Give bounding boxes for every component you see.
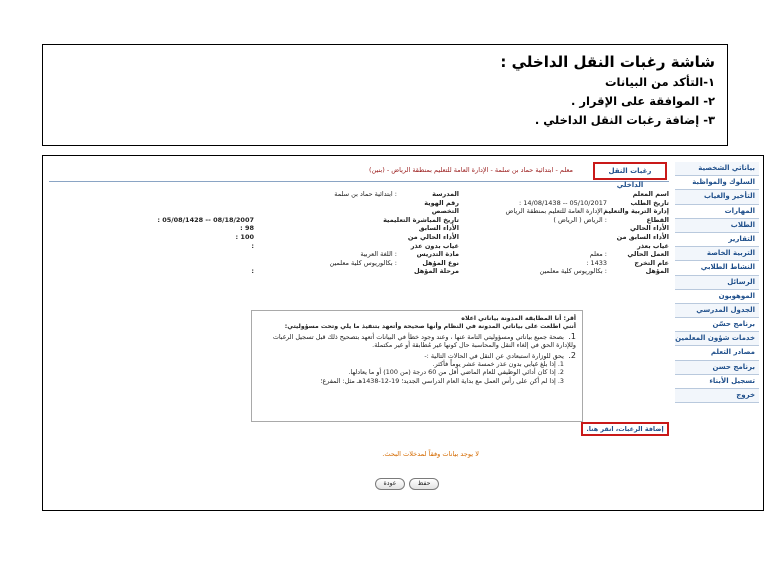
info-label: غياب بعذر [637, 241, 669, 250]
sidebar-item-personal[interactable]: بياناتي الشخصية [675, 162, 759, 176]
declaration-item [258, 352, 576, 360]
declaration-subitem [258, 377, 564, 385]
info-label: المدرسة [432, 190, 459, 198]
sidebar-item-gifted[interactable]: الموهوبون [675, 290, 759, 304]
info-row [464, 267, 669, 276]
info-label: القطاع [646, 215, 669, 224]
info-value: : الإدارة العامة للتعليم بمنطقة الرياض [505, 207, 607, 216]
info-label: مادة التدريس [416, 250, 459, 259]
info-label: رقم الهوية [424, 198, 459, 207]
info-column [49, 190, 254, 276]
info-row [464, 250, 669, 259]
instructions-content [500, 51, 715, 130]
sidebar-item-hassan-program[interactable]: برنامج حسّن [675, 318, 759, 332]
info-value: : اللغة العربية [360, 250, 397, 259]
sidebar-item-teacher-affairs[interactable]: خدمات شؤون المعلمين [675, 332, 759, 346]
info-label: غياب بدون عذر [410, 241, 459, 250]
info-label: الأداء السابق [418, 224, 459, 233]
info-row [49, 233, 254, 242]
sidebar-item-reports[interactable]: التقارير [675, 233, 759, 247]
info-row [49, 250, 254, 259]
info-value: 98 : [240, 224, 254, 233]
item-number: 2. [568, 350, 576, 360]
info-column [254, 190, 459, 276]
item-number: 1. [568, 332, 576, 341]
sidebar-item-messages[interactable]: الرسائل [675, 276, 759, 290]
item-text: بصحة جميع بياناتي ومسؤوليتي التامة عنها ، وعند وجود خطأ في البيانات أتعهد بتصحيح ذلك قبل تسجيل الرغبات وللإدارة الحق في إلغاء النقل والمحاسبة حال كونها غير مُطابقة أو غير مكتملة. [272, 333, 576, 350]
subitem-number: 3. [557, 376, 564, 385]
declaration-box [251, 310, 583, 422]
info-value [49, 259, 254, 268]
sidebar-item-students[interactable]: الطلاب [675, 219, 759, 233]
subitem-text: إذا بلغ غيابي بدون عذر خمسة عشر يوماً فأكثر. [432, 360, 556, 369]
save-button[interactable]: حفظ [409, 478, 439, 490]
app-screenshot [42, 155, 764, 511]
info-row [49, 242, 254, 251]
tab-bar [49, 160, 669, 189]
info-row [49, 199, 254, 208]
info-label: الأداء الحالي من [407, 232, 459, 241]
sidebar [675, 162, 759, 403]
sidebar-item-student-activity[interactable]: النشاط الطلابي [675, 261, 759, 275]
info-value [254, 233, 397, 242]
info-row [49, 267, 254, 276]
info-value [254, 199, 397, 208]
info-column [464, 190, 669, 276]
instruction-step: ٣- إضافة رغبات النقل الداخلي . [534, 113, 715, 127]
info-label: اسم المعلم [632, 190, 669, 198]
info-value [49, 190, 254, 199]
info-row [254, 250, 459, 259]
instructions-box [42, 44, 728, 146]
info-label: مرحلة المؤهل [413, 267, 459, 276]
sidebar-item-behavior[interactable]: السلوك والمواظبة [675, 176, 759, 190]
info-value: : بكالوريوس كلية معلمين [329, 258, 397, 267]
info-row [464, 233, 669, 242]
info-row [49, 224, 254, 233]
subitem-number: 1. [557, 360, 564, 369]
info-label: العمل الحالي [627, 250, 669, 259]
sidebar-item-schedule[interactable]: الجدول المدرسي [675, 304, 759, 318]
info-row [464, 259, 669, 268]
info-label: تاريخ الطلب [630, 198, 669, 207]
info-row [254, 199, 459, 208]
add-preferences-link[interactable]: إضافة الرغبات، انقر هنا. [581, 422, 669, 436]
info-value [254, 242, 397, 251]
info-row [464, 207, 669, 216]
info-label: نوع المؤهل [422, 258, 459, 267]
instruction-step: ١-التأكد من البيانات [604, 75, 715, 89]
info-value [49, 250, 254, 259]
item-text: يحق للوزارة استبعادي عن النقل في الحالات التالية :- [424, 351, 564, 360]
info-row [254, 259, 459, 268]
info-row [49, 259, 254, 268]
info-value [464, 233, 607, 242]
sidebar-item-logout[interactable]: خروج [675, 389, 759, 403]
info-row [49, 190, 254, 199]
back-button[interactable]: عودة [375, 478, 405, 490]
info-label: عام التخرج [634, 258, 669, 267]
info-value: : [251, 241, 254, 250]
info-value: : بكالوريوس كلية معلمين [539, 267, 607, 276]
info-value [49, 207, 254, 216]
info-value [254, 267, 397, 276]
info-row [464, 199, 669, 208]
info-label: المؤهل [645, 267, 669, 276]
info-value [464, 242, 607, 251]
main-content [49, 160, 669, 504]
teacher-info [49, 190, 669, 290]
info-value: 05/10/2017 -- 14/08/1438 : [518, 198, 607, 207]
declaration-line: أقر: أنا المطابقة المدونة بياناتي اعلاه [461, 315, 576, 322]
sidebar-item-skills[interactable]: المهارات [675, 205, 759, 219]
sidebar-item-special-education[interactable]: التربية الخاصة [675, 247, 759, 261]
info-row [464, 190, 669, 199]
subitem-text: إذا كان أدائي الوظيفي للعام الماضي أقل من 60 درجة (من 100) أو ما يعادلها. [348, 368, 556, 377]
declaration-item [258, 333, 576, 350]
info-value: 1433 : [586, 258, 607, 267]
info-value: 100 : [235, 232, 254, 241]
declaration-line: أنني اطلعت على بياناتي المدونة في النظام وأنها صحيحة وأتعهد بتنفيذ ما يلي وتحت مسؤوليتي: [284, 323, 576, 330]
info-row [254, 207, 459, 216]
info-row [254, 233, 459, 242]
info-label: تاريخ المباشرة التعليمية [383, 215, 459, 224]
info-row [49, 207, 254, 216]
info-value: 08/18/2007 -- 05/08/1428 : [157, 215, 254, 224]
info-label: التخصص [431, 207, 459, 216]
subitem-number: 2. [557, 368, 564, 377]
info-row [464, 224, 669, 233]
info-value: : معلم [589, 250, 607, 259]
info-value [49, 199, 254, 208]
info-label: الأداء الحالي [629, 224, 669, 233]
info-value [254, 216, 397, 225]
info-label: إدارة التربية والتعليم [603, 207, 669, 216]
subitem-text: إذا لم أكن على رأس العمل مع بداية العام الدراسي الجديد؛ 19-12-1438هـ مثل: المفرغ؛ [320, 376, 556, 385]
user-context-header: معلم - ابتدائية حماد بن سلمة - الإدارة العامة للتعليم بمنطقة الرياض - (بنين) [369, 166, 573, 174]
action-buttons [375, 478, 439, 490]
info-row [464, 242, 669, 251]
info-value: : [251, 267, 254, 276]
no-data-message: لا يوجد بيانات وفقاً لمدخلات البحث. [382, 450, 479, 458]
sidebar-item-lateness[interactable]: التأخير والغياب [675, 190, 759, 204]
info-value [464, 190, 607, 199]
info-row [49, 216, 254, 225]
info-value: : ابتدائية حماد بن سلمة [334, 190, 397, 198]
info-value [464, 224, 607, 233]
info-row [254, 190, 459, 199]
info-row [254, 242, 459, 251]
sidebar-item-register-children[interactable]: تسجيل الأبناء [675, 375, 759, 389]
info-row [254, 224, 459, 233]
sidebar-item-hassan[interactable]: برنامج حسن [675, 361, 759, 375]
instruction-step: ٢- الموافقة على الإقرار . [570, 94, 715, 108]
instructions-title: شاشة رغبات النقل الداخلي : [500, 53, 715, 71]
info-label: الأداء السابق من [616, 232, 669, 241]
sidebar-item-learning-resources[interactable]: مصادر التعلم [675, 346, 759, 360]
info-value [254, 224, 397, 233]
info-row [254, 267, 459, 276]
tab-internal-transfer[interactable]: رغبات النقل الداخلي [593, 162, 667, 180]
declaration-subitem [258, 368, 564, 376]
info-value: : الرياض ( الرياض ) [553, 215, 607, 224]
info-value [254, 207, 397, 216]
